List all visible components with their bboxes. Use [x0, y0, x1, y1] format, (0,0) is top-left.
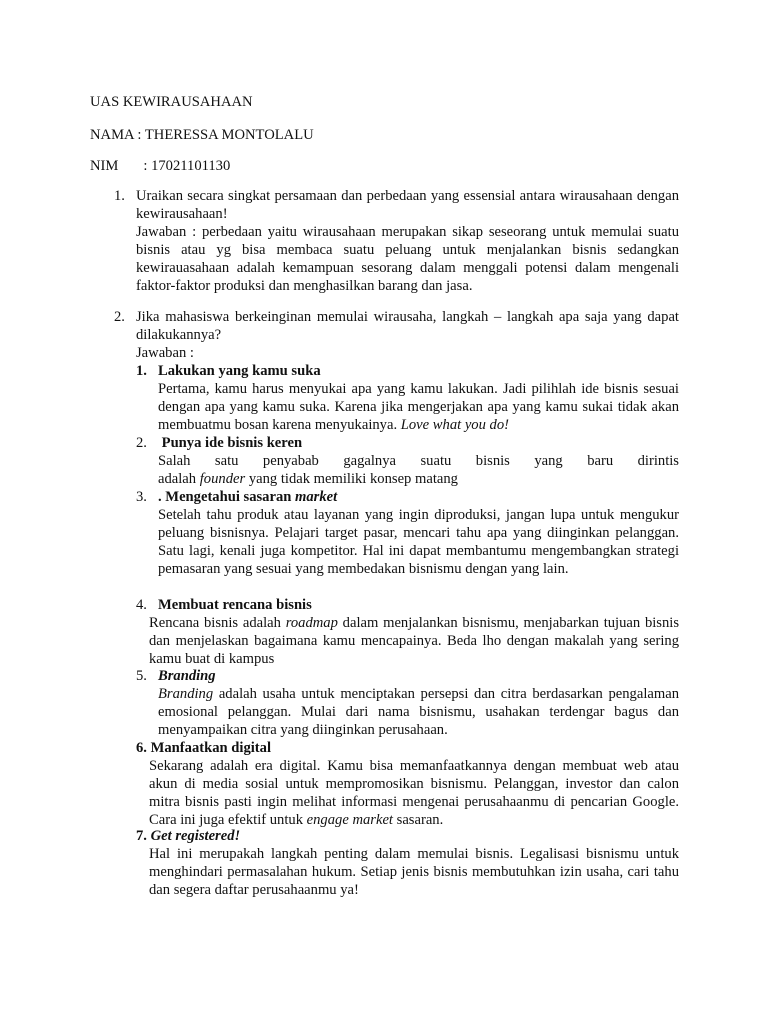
answer-label: Jawaban :	[136, 345, 194, 361]
step-1-number: 1.	[136, 363, 147, 379]
step-2-word: suatu	[420, 453, 452, 469]
question-1-text: Uraikan secara singkat persamaan dan perbedaan yang essensial antara wirausahaan dengan kewirausahaan!	[136, 188, 679, 222]
step-3-title-market: market	[295, 489, 338, 505]
step-6-text-a: Sekarang adalah era digital. Kamu bisa memanfaatkannya dengan membuat web atau akun di media sosial untuk mempromosikan bisnismu. Pelanggan, investor dan calon mitra bisnis pasti ingin melihat informasi mengenai perusahaanmu di pencarian Google. Cara ini juga efektif untuk	[149, 758, 679, 828]
question-1-answer: Jawaban : perbedaan yaitu wirausahaan merupakan sikap seseorang untuk memulai suatu bisnis atau yg bisa membaca suatu peluang untuk menjalankan bisnis sedangkan kewirauasahaan adalah kemampuan sesorang dalam menggali potensi dalam mengenali faktor-faktor produksi dan menghasilkan barang dan jasa.	[136, 224, 679, 294]
step-5-number: 5.	[136, 668, 147, 684]
step-2-word: dirintis	[637, 453, 679, 469]
step-2-word: gagalnya	[343, 453, 397, 469]
step-6-body	[149, 757, 679, 829]
step-2-founder: founder	[199, 471, 246, 487]
question-2-number: 2.	[114, 309, 125, 325]
step-4-body	[149, 614, 679, 668]
step-2-body-line-2	[158, 470, 458, 488]
step-2-text-c: yang tidak memiliki konsep matang	[248, 471, 458, 487]
step-6-text-c: sasaran.	[396, 812, 444, 828]
step-2-word: baru	[587, 453, 614, 469]
step-2-word: yang	[534, 453, 563, 469]
question-2	[136, 308, 679, 362]
question-2-text: Jika mahasiswa berkeinginan memulai wirausaha, langkah – langkah apa saja yang dapat dilakukannya?	[136, 309, 679, 343]
step-2-word: Salah	[158, 453, 191, 469]
step-2-word: penyabab	[262, 453, 319, 469]
step-4-number: 4.	[136, 597, 147, 613]
document-title: UAS KEWIRAUSAHAAN	[90, 94, 253, 110]
step-3-title	[158, 488, 337, 506]
step-5-title-text: Branding	[158, 668, 216, 684]
step-1-tagline: Love what you do!	[400, 417, 509, 433]
step-2-word: satu	[214, 453, 239, 469]
step-4-text-a: Rencana bisnis adalah	[149, 615, 281, 631]
student-nim	[90, 157, 230, 175]
step-7-number: 7.	[136, 828, 147, 844]
question-1	[136, 187, 679, 295]
student-name: NAMA : THERESSA MONTOLALU	[90, 127, 314, 143]
step-4-roadmap: roadmap	[285, 615, 338, 631]
step-4-title: Membuat rencana bisnis	[158, 597, 312, 613]
step-4-text-c: dalam menjalankan bisnismu, menjabarkan tujuan bisnis dan menjelaskan bagaimana kamu mencapainya. Beda lho dengan makalah yang sering kamu buat di kampus	[149, 615, 680, 667]
step-1-title: Lakukan yang kamu suka	[158, 363, 321, 379]
step-1-body	[158, 380, 679, 434]
question-1-number: 1.	[114, 188, 125, 204]
nim-value: : 17021101130	[143, 158, 231, 174]
step-7-title-text: Get registered!	[150, 828, 241, 844]
step-3-body: Setelah tahu produk atau layanan yang ingin diproduksi, jangan lupa untuk mengukur peluang bisnisnya. Pelajari target pasar, mencari tahu apa yang diinginkan pelanggan. Satu lagi, kenali juga kompetitor. Hal ini dapat membantumu mengembangkan strategi pemasaran yang sesuai yang membedakan bisnismu dengan yang lain.	[158, 507, 679, 577]
step-2-body-line-1	[158, 452, 679, 470]
step-3-title-text: . Mengetahui sasaran	[158, 489, 292, 505]
step-3-number: 3.	[136, 489, 147, 505]
step-7-body: Hal ini merupakah langkah penting dalam memulai bisnis. Legalisasi bisnismu untuk menghindari permasalahan hukum. Setiap jenis bisnis membutuhkan izin usaha, cari tahu dan segera daftar perusahaanmu ya!	[149, 846, 679, 898]
step-2-text-a: adalah	[158, 471, 197, 487]
step-2-number: 2.	[136, 435, 147, 451]
step-5-branding: Branding	[158, 686, 214, 702]
step-5-text: adalah usaha untuk menciptakan persepsi dan citra berdasarkan pengalaman emosional pelanggan. Mulai dari nama bisnismu, usahakan terdengar bagus dan menyampaikan citra yang diinginkan perusahaan.	[158, 686, 679, 738]
step-2-title-text: Punya ide bisnis keren	[161, 435, 303, 451]
step-2-title	[158, 434, 302, 452]
step-6-title: 6. Manfaatkan digital	[136, 740, 272, 756]
step-2-word: bisnis	[475, 453, 510, 469]
nim-label: NIM	[90, 158, 119, 174]
step-1-text: Pertama, kamu harus menyukai apa yang kamu lakukan. Jadi pilihlah ide bisnis sesuai dengan apa yang kamu suka. Karena jika mengerjakan apa yang kamu sukai tidak akan membuatmu bosan karena menyukainya.	[158, 381, 679, 433]
step-7-title	[136, 827, 240, 845]
step-6-engage-market: engage market	[306, 812, 393, 828]
step-5-title	[158, 667, 216, 685]
step-5-body	[158, 685, 679, 739]
